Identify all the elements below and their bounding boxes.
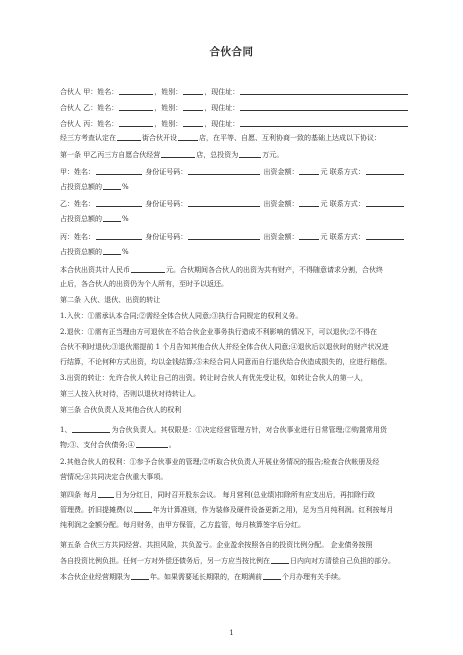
investor-c-share-label: 占投资总额的 bbox=[60, 248, 102, 256]
investor-a-line bbox=[60, 167, 405, 177]
blank-field bbox=[366, 199, 404, 207]
article-2-clause-3-line-1: 3.出资的转让：允许合伙人转让自己的出资。转让时合伙人有优先受让权，如转让合伙人的第一人， bbox=[60, 374, 368, 382]
intro-line bbox=[60, 133, 381, 143]
blank-field bbox=[183, 119, 203, 127]
investor-c-name-label: 丙：姓名： bbox=[60, 233, 95, 241]
article-5-text-5: 个月办理有关手续。 bbox=[282, 573, 345, 581]
blank-field bbox=[103, 214, 121, 222]
partner-b-name-label: 合伙人 乙：姓名： bbox=[60, 104, 119, 112]
article-5-text-3: 本合伙企业经营期限为 bbox=[60, 573, 130, 581]
article-2-clause-1: 1.入伙：①需承认本合同;②需经全体合伙人同意;③执行合同规定的权利义务。 bbox=[60, 312, 303, 320]
investor-b-name-label: 乙：姓名： bbox=[60, 200, 95, 208]
investor-c-line bbox=[60, 232, 405, 242]
article-3-clause-1-line-2 bbox=[60, 440, 176, 450]
document-title: 合伙合同 bbox=[209, 46, 254, 58]
article-4-line-3: 纯利润之金额分配。每月财务，由甲方保管，乙方监管，每月核算签字后分红。 bbox=[60, 521, 305, 529]
blank-field bbox=[263, 572, 281, 580]
blank-field bbox=[240, 119, 408, 127]
article-3-clause-1-prefix: 1、 bbox=[60, 426, 72, 434]
investor-b-share-line bbox=[60, 214, 129, 224]
page-number: 1 bbox=[229, 629, 234, 637]
article-4-text-2: 日为分红日，同时召开股东会议。 每月营利(总业绩)扣除所有应支出后，再扣除行政 bbox=[115, 491, 375, 499]
investor-a-id-label: 身份证号码： bbox=[145, 168, 188, 176]
percent-sign: % bbox=[122, 183, 129, 191]
investor-b-contact-label: 元 联系方式： bbox=[320, 200, 365, 208]
percent-sign: % bbox=[122, 248, 129, 256]
article-1-text-3: 万元。 bbox=[262, 151, 284, 159]
article-3-clause-2-line-2: 营情况;④共同决定合伙重大事项。 bbox=[60, 473, 168, 481]
article-4-line-1 bbox=[60, 490, 375, 500]
investor-a-contact-label: 元 联系方式： bbox=[320, 168, 365, 176]
partner-line-c bbox=[60, 119, 409, 129]
investor-b-line bbox=[60, 199, 405, 209]
partner-b-gender-label: ，姓别： bbox=[154, 104, 183, 112]
article-3-heading: 第三条 合伙负责人及其他合伙人的权利 bbox=[60, 406, 182, 414]
blank-field bbox=[178, 133, 198, 141]
blank-field bbox=[366, 232, 404, 240]
article-5-line-1: 第五条 合伙三方共同经营、共担风险，共负盈亏。企业盈余按照各自的投资比例分配。 企业债务按照 bbox=[60, 541, 373, 549]
partner-line-a bbox=[60, 87, 409, 97]
article-1-text-2: 店，总投资为 bbox=[196, 151, 239, 159]
blank-field bbox=[299, 232, 319, 240]
blank-field bbox=[96, 167, 142, 175]
blank-field bbox=[119, 103, 153, 111]
blank-field bbox=[183, 87, 203, 95]
capital-line-2: 止后，各合伙人的出资仍为个人所有，至时予以返还。 bbox=[60, 280, 228, 288]
partner-a-gender-label: ，姓别： bbox=[154, 88, 183, 96]
blank-field bbox=[117, 133, 141, 141]
article-3-clause-2-line-1: 2.其他合伙人的权利：①参予合伙事业的管理;②听取合伙负责人开展业务情况的报告;检查合伙帐册及经 bbox=[60, 458, 380, 466]
blank-field bbox=[131, 572, 149, 580]
article-4-line-2 bbox=[60, 505, 393, 515]
article-1-line bbox=[60, 150, 283, 160]
article-5-text-1: 各自投资比例负担。任何一方对外偿还债务后，另一方应当按比例在 bbox=[60, 557, 270, 565]
article-2-clause-2-line-1: 2.退伙：①需有正当理由方可退伙在不给合伙企业事务执行造成不利影响的情况下，可以退伙;②不得在 bbox=[60, 328, 378, 336]
article-3-clause-1-end: 。 bbox=[168, 441, 176, 449]
article-4-text-1: 第四条 每月 bbox=[60, 491, 98, 499]
article-2-clause-3-line-2: 第三人按入伙对待，否则以退伙对待转让人。 bbox=[60, 390, 200, 398]
blank-field bbox=[240, 103, 408, 111]
blank-field bbox=[183, 103, 203, 111]
article-4-text-4: 年为计算准则，作为装修及硬件设备更新之用)，足为当月纯利润。红利按每月 bbox=[152, 506, 394, 514]
article-5-text-4: 年。如果需要延长期限的，在期满前 bbox=[150, 573, 262, 581]
partner-line-b bbox=[60, 103, 409, 113]
investor-a-amount-label: 出资金额： bbox=[263, 168, 299, 176]
intro-text-1: 经三方考查认定在 bbox=[60, 134, 116, 142]
investor-c-share-line bbox=[60, 247, 129, 257]
blank-field bbox=[119, 119, 153, 127]
article-4-text-3: 管理费。折旧提摊费(以 bbox=[60, 506, 133, 514]
article-2-heading: 第二条 入伙、退伙、出资的转让 bbox=[60, 296, 161, 304]
blank-field bbox=[96, 199, 142, 207]
blank-field bbox=[240, 87, 408, 95]
blank-field bbox=[134, 505, 152, 513]
investor-c-contact-label: 元 联系方式： bbox=[320, 233, 365, 241]
capital-line-1 bbox=[60, 265, 383, 275]
article-5-text-2: 日内向对方清偿自己负担的部分。 bbox=[290, 557, 395, 565]
investor-a-share-label: 占投资总额的 bbox=[60, 183, 102, 191]
partner-c-name-label: 合伙人 丙：姓名： bbox=[60, 120, 119, 128]
blank-field bbox=[98, 490, 114, 498]
intro-text-3: 店，在平等、自愿、互利协商一致的基础上达成以下协议： bbox=[199, 134, 381, 142]
percent-sign: % bbox=[122, 215, 129, 223]
blank-field bbox=[239, 150, 261, 158]
article-2-clause-2-line-3: 行结算，不论何种方式出资，均以金钱结算;⑤未经合同人同意而自行退伙给合伙造成损失的，应进行赔偿。 bbox=[60, 358, 392, 366]
blank-field bbox=[188, 232, 260, 240]
blank-field bbox=[136, 440, 168, 448]
blank-field bbox=[161, 150, 195, 158]
investor-c-id-label: 身份证号码： bbox=[145, 233, 188, 241]
article-5-line-2 bbox=[60, 556, 395, 566]
article-3-clause-1-line-1 bbox=[60, 425, 387, 435]
partner-c-address-label: ，现住址： bbox=[204, 120, 240, 128]
blank-field bbox=[271, 556, 289, 564]
capital-text-1: 本合伙出资共计人民币 bbox=[60, 266, 130, 274]
blank-field bbox=[188, 199, 260, 207]
investor-b-share-label: 占投资总额的 bbox=[60, 215, 102, 223]
blank-field bbox=[366, 167, 404, 175]
investor-b-id-label: 身份证号码： bbox=[145, 200, 188, 208]
investor-a-share-line bbox=[60, 182, 129, 192]
article-2-clause-2-line-2: 合伙不利时退伙;③退伙需提前 1 个月告知其他合伙人并经全体合伙人同意;④退伙后以退伙时的财产状况进 bbox=[60, 343, 389, 351]
intro-text-2: 街合伙开设 bbox=[142, 134, 177, 142]
investor-c-amount-label: 出资金额： bbox=[263, 233, 299, 241]
blank-field bbox=[119, 87, 153, 95]
investor-a-name-label: 甲：姓名： bbox=[60, 168, 95, 176]
article-3-clause-1-text: 为合伙负责人。其权限是：①决定经营管理方针，对合伙事业进行日常管理;②购置常用货 bbox=[111, 426, 387, 434]
blank-field bbox=[72, 425, 110, 433]
article-3-clause-1-text-2: 物;③、支付合伙债务;④ bbox=[60, 441, 135, 449]
blank-field bbox=[96, 232, 142, 240]
blank-field bbox=[188, 167, 260, 175]
blank-field bbox=[299, 167, 319, 175]
article-5-line-3 bbox=[60, 572, 345, 582]
capital-text-2: 元。合伙期间各合伙人的出资为共有财产，不得随意请求分割，合伙终 bbox=[166, 266, 383, 274]
partner-c-gender-label: ，姓别： bbox=[154, 120, 183, 128]
blank-field bbox=[131, 265, 165, 273]
blank-field bbox=[299, 199, 319, 207]
article-1-text-1: 第一条 甲乙丙三方自愿合伙经营 bbox=[60, 151, 161, 159]
partner-b-address-label: ，现住址： bbox=[204, 104, 240, 112]
investor-b-amount-label: 出资金额： bbox=[263, 200, 299, 208]
blank-field bbox=[103, 182, 121, 190]
partner-a-address-label: ，现住址： bbox=[204, 88, 240, 96]
partner-a-name-label: 合伙人 甲：姓名： bbox=[60, 88, 119, 96]
blank-field bbox=[103, 247, 121, 255]
